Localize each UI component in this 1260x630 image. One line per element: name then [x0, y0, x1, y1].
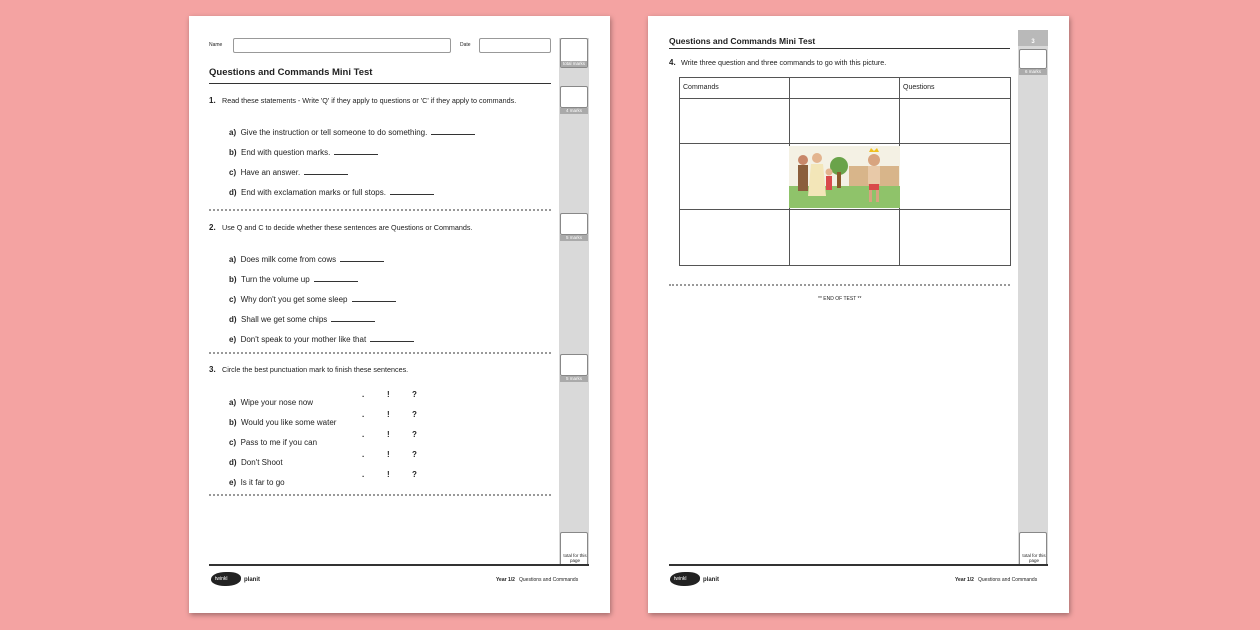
section-divider [209, 352, 551, 354]
page-total-box[interactable] [560, 532, 588, 566]
q3-instruction: Circle the best punctuation mark to finish these sentences. [222, 365, 409, 374]
answer-line[interactable] [331, 315, 375, 322]
q2-item: b) Turn the volume up [229, 269, 358, 287]
q3-marks-label: 5 marks [560, 376, 588, 382]
q4-marks-label: 6 marks [1019, 69, 1047, 75]
full-stop-option[interactable]: . [362, 430, 365, 439]
question-mark-option[interactable]: ? [412, 470, 417, 479]
q4-instruction: Write three question and three commands to go with this picture. [681, 58, 887, 67]
twinkl-logo: twinkl [670, 572, 700, 586]
footer-year: Year 1/2 [955, 577, 974, 583]
answer-line[interactable] [352, 295, 396, 302]
q3-item: b) Would you like some water [229, 418, 337, 427]
full-stop-option[interactable]: . [362, 410, 365, 419]
question-mark-option[interactable]: ? [412, 390, 417, 399]
table-header-questions: Questions [899, 77, 1011, 99]
q3-mark-box[interactable] [560, 354, 588, 376]
question-mark-option[interactable]: ? [412, 450, 417, 459]
full-stop-option[interactable]: . [362, 450, 365, 459]
question-cell-3[interactable] [899, 209, 1011, 266]
answer-line[interactable] [431, 128, 475, 135]
question-cell-2[interactable] [899, 143, 1011, 210]
q3-number: 3. [209, 365, 216, 374]
planit-brand: planit [244, 577, 260, 583]
full-stop-option[interactable]: . [362, 390, 365, 399]
answer-line[interactable] [304, 168, 348, 175]
date-field[interactable] [479, 38, 551, 53]
q2-item: c) Why don't you get some sleep [229, 289, 396, 307]
page-total-box[interactable] [1019, 532, 1047, 566]
marks-sidebar [559, 38, 589, 566]
marks-sidebar [1018, 30, 1048, 566]
table-header-middle [789, 77, 900, 99]
q1-item: d) End with exclamation marks or full stops. [229, 182, 434, 200]
planit-brand: planit [703, 577, 719, 583]
footer-year: Year 1/2 [496, 577, 515, 583]
q1-item: b) End with question marks. [229, 142, 378, 160]
footer-subject: Questions and Commands [978, 577, 1038, 583]
worksheet-page-1 [189, 16, 610, 613]
q1-mark-box[interactable] [560, 86, 588, 108]
worksheet-page-2 [648, 16, 1069, 613]
q3-item: a) Wipe your nose now [229, 398, 314, 407]
section-divider [209, 209, 551, 211]
q2-mark-box[interactable] [560, 213, 588, 235]
table-header-commands: Commands [679, 77, 790, 99]
q1-marks-label: 4 marks [560, 108, 588, 114]
exclamation-option[interactable]: ! [387, 390, 390, 399]
q1-instruction: Read these statements - Write 'Q' if they apply to questions or 'C' if they apply to commands. [222, 96, 517, 105]
sidebar-page-number: 3 [1018, 30, 1048, 46]
question-mark-option[interactable]: ? [412, 430, 417, 439]
name-field[interactable] [233, 38, 451, 53]
section-divider [669, 284, 1010, 286]
q2-number: 2. [209, 223, 216, 232]
q2-item: e) Don't speak to your mother like that [229, 329, 414, 347]
full-stop-option[interactable]: . [362, 470, 365, 479]
footer-divider [669, 564, 1048, 566]
command-cell-3[interactable] [679, 209, 790, 266]
answer-line[interactable] [390, 188, 434, 195]
question-cell-1[interactable] [899, 98, 1011, 144]
q3-item: e) Is it far to go [229, 478, 285, 487]
q2-item: a) Does milk come from cows [229, 249, 384, 267]
section-divider [209, 494, 551, 496]
answer-line[interactable] [340, 255, 384, 262]
page-title: Questions and Commands Mini Test [209, 67, 373, 78]
name-label: Name [209, 42, 223, 48]
page-total-label: total for this page [563, 553, 587, 563]
exclamation-option[interactable]: ! [387, 410, 390, 419]
q3-item: d) Don't Shoot [229, 458, 283, 467]
story-illustration [789, 146, 900, 208]
q4-mark-box[interactable] [1019, 49, 1047, 69]
table-cell-empty [789, 209, 900, 266]
q3-item: c) Pass to me if you can [229, 438, 318, 447]
twinkl-logo: twinkl [211, 572, 241, 586]
command-cell-2[interactable] [679, 143, 790, 210]
answer-line[interactable] [314, 275, 358, 282]
q2-item: d) Shall we get some chips [229, 309, 375, 327]
q1-number: 1. [209, 96, 216, 105]
date-label: Date [460, 42, 471, 48]
page-title: Questions and Commands Mini Test [669, 36, 816, 46]
page-total-label: total for this page [1022, 553, 1046, 563]
question-mark-option[interactable]: ? [412, 410, 417, 419]
command-cell-1[interactable] [679, 98, 790, 144]
answer-line[interactable] [334, 148, 378, 155]
total-marks-box[interactable] [560, 38, 588, 68]
footer-divider [209, 564, 589, 566]
q2-marks-label: 5 marks [560, 235, 588, 241]
q1-item: a) Give the instruction or tell someone to do something. [229, 122, 475, 140]
table-cell-empty [789, 98, 900, 144]
q2-instruction: Use Q and C to decide whether these sentences are Questions or Commands. [222, 223, 473, 232]
q1-item: c) Have an answer. [229, 162, 348, 180]
end-of-test: ** END OF TEST ** [818, 296, 862, 302]
q4-number: 4. [669, 58, 676, 67]
total-marks-label: total marks [562, 61, 585, 66]
exclamation-option[interactable]: ! [387, 430, 390, 439]
title-divider [669, 48, 1010, 49]
exclamation-option[interactable]: ! [387, 470, 390, 479]
footer-subject: Questions and Commands [519, 577, 579, 583]
exclamation-option[interactable]: ! [387, 450, 390, 459]
answer-line[interactable] [370, 335, 414, 342]
title-divider [209, 83, 551, 84]
